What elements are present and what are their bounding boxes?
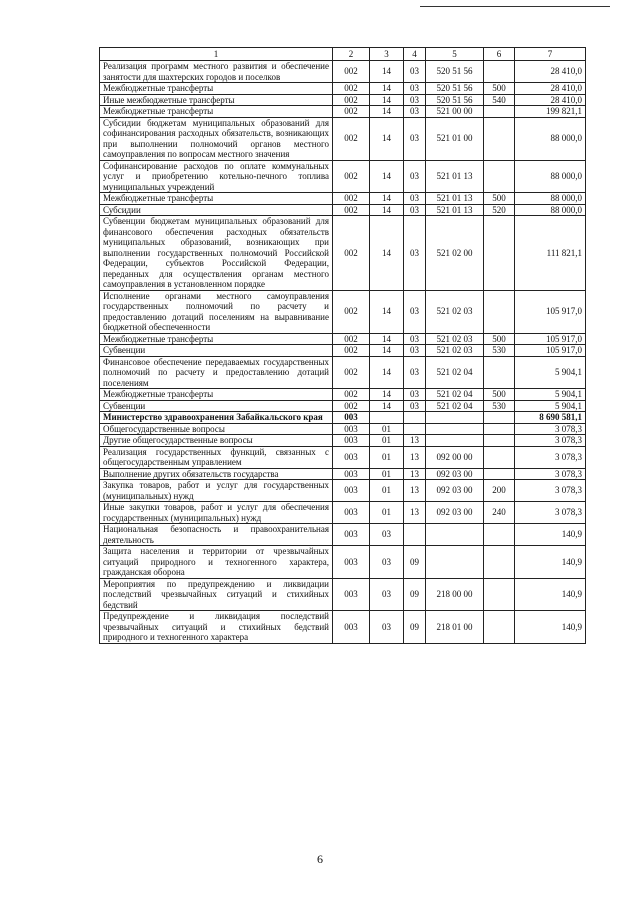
table-row bbox=[100, 546, 586, 579]
row-expense-type bbox=[484, 524, 515, 546]
row-expense-type bbox=[484, 546, 515, 579]
row-amount: 28 410,0 bbox=[515, 61, 586, 83]
row-ministry-code: 002 bbox=[333, 193, 370, 205]
row-amount: 5 904,1 bbox=[515, 389, 586, 401]
row-expense-type: 240 bbox=[484, 502, 515, 524]
row-target-code bbox=[426, 546, 484, 579]
row-expense-type bbox=[484, 446, 515, 468]
row-section-code: 03 bbox=[370, 611, 404, 644]
row-amount: 3 078,3 bbox=[515, 468, 586, 480]
row-expense-type bbox=[484, 290, 515, 333]
row-ministry-code: 002 bbox=[333, 356, 370, 389]
row-section-code: 14 bbox=[370, 83, 404, 95]
row-target-code bbox=[426, 524, 484, 546]
row-subsection-code: 09 bbox=[404, 611, 426, 644]
row-ministry-code: 002 bbox=[333, 94, 370, 106]
row-ministry-code: 002 bbox=[333, 389, 370, 401]
table-row bbox=[100, 117, 586, 160]
row-expense-type: 530 bbox=[484, 400, 515, 412]
table-row bbox=[100, 94, 586, 106]
row-expense-type: 500 bbox=[484, 333, 515, 345]
row-expense-type: 520 bbox=[484, 204, 515, 216]
row-expense-type bbox=[484, 160, 515, 193]
table-row bbox=[100, 204, 586, 216]
row-amount: 5 904,1 bbox=[515, 356, 586, 389]
row-expense-type bbox=[484, 412, 515, 424]
row-name: Субвенции bbox=[100, 345, 333, 357]
row-target-code: 092 03 00 bbox=[426, 502, 484, 524]
row-target-code: 521 01 13 bbox=[426, 160, 484, 193]
row-target-code: 521 01 13 bbox=[426, 193, 484, 205]
row-target-code: 521 02 00 bbox=[426, 216, 484, 291]
header-cell: 4 bbox=[404, 48, 426, 61]
row-section-code: 14 bbox=[370, 389, 404, 401]
row-expense-type bbox=[484, 61, 515, 83]
table-row bbox=[100, 502, 586, 524]
row-name: Защита населения и территории от чрезвычайных ситуаций природного и техногенного характера, гражданская оборона bbox=[100, 546, 333, 579]
row-ministry-code: 002 bbox=[333, 83, 370, 95]
row-subsection-code: 03 bbox=[404, 356, 426, 389]
row-target-code bbox=[426, 423, 484, 435]
row-subsection-code: 03 bbox=[404, 333, 426, 345]
row-amount: 105 917,0 bbox=[515, 290, 586, 333]
row-ministry-code: 003 bbox=[333, 468, 370, 480]
row-section-code: 14 bbox=[370, 356, 404, 389]
row-ministry-code: 002 bbox=[333, 160, 370, 193]
row-expense-type: 530 bbox=[484, 345, 515, 357]
row-section-code: 03 bbox=[370, 578, 404, 611]
header-cell: 1 bbox=[100, 48, 333, 61]
row-expense-type bbox=[484, 216, 515, 291]
row-section-code: 01 bbox=[370, 502, 404, 524]
row-ministry-code: 002 bbox=[333, 216, 370, 291]
row-amount: 199 821,1 bbox=[515, 106, 586, 118]
row-name: Общегосударственные вопросы bbox=[100, 423, 333, 435]
row-amount: 28 410,0 bbox=[515, 94, 586, 106]
row-subsection-code: 13 bbox=[404, 502, 426, 524]
table-row bbox=[100, 412, 586, 424]
row-target-code: 521 02 04 bbox=[426, 400, 484, 412]
row-subsection-code: 13 bbox=[404, 446, 426, 468]
row-name: Субвенции bbox=[100, 400, 333, 412]
table-row bbox=[100, 480, 586, 502]
row-amount: 105 917,0 bbox=[515, 345, 586, 357]
row-target-code: 521 02 03 bbox=[426, 345, 484, 357]
row-amount: 140,9 bbox=[515, 578, 586, 611]
row-section-code: 14 bbox=[370, 61, 404, 83]
row-amount: 140,9 bbox=[515, 546, 586, 579]
table-row bbox=[100, 446, 586, 468]
row-subsection-code bbox=[404, 524, 426, 546]
top-rule bbox=[420, 6, 610, 7]
row-name: Закупка товаров, работ и услуг для государственных (муниципальных) нужд bbox=[100, 480, 333, 502]
table-row bbox=[100, 193, 586, 205]
table-row bbox=[100, 468, 586, 480]
row-target-code: 521 02 03 bbox=[426, 333, 484, 345]
row-target-code: 521 02 03 bbox=[426, 290, 484, 333]
table-row bbox=[100, 160, 586, 193]
row-name: Софинансирование расходов по оплате коммунальных услуг и приобретению котельно-печного топлива муниципальных учреждений bbox=[100, 160, 333, 193]
row-expense-type: 500 bbox=[484, 193, 515, 205]
row-target-code: 521 02 04 bbox=[426, 389, 484, 401]
row-expense-type: 500 bbox=[484, 389, 515, 401]
row-target-code: 092 03 00 bbox=[426, 480, 484, 502]
header-cell: 7 bbox=[515, 48, 586, 61]
row-subsection-code: 13 bbox=[404, 468, 426, 480]
row-subsection-code bbox=[404, 412, 426, 424]
row-subsection-code: 03 bbox=[404, 193, 426, 205]
row-target-code: 521 00 00 bbox=[426, 106, 484, 118]
table-row bbox=[100, 435, 586, 447]
row-amount: 105 917,0 bbox=[515, 333, 586, 345]
row-name: Другие общегосударственные вопросы bbox=[100, 435, 333, 447]
row-expense-type bbox=[484, 117, 515, 160]
row-amount: 3 078,3 bbox=[515, 446, 586, 468]
row-target-code: 521 01 00 bbox=[426, 117, 484, 160]
row-ministry-code: 003 bbox=[333, 446, 370, 468]
row-expense-type bbox=[484, 578, 515, 611]
table-row bbox=[100, 83, 586, 95]
row-section-code: 14 bbox=[370, 333, 404, 345]
row-amount: 88 000,0 bbox=[515, 193, 586, 205]
row-subsection-code bbox=[404, 423, 426, 435]
row-ministry-code: 003 bbox=[333, 611, 370, 644]
row-section-code: 01 bbox=[370, 446, 404, 468]
row-ministry-code: 003 bbox=[333, 480, 370, 502]
row-amount: 140,9 bbox=[515, 611, 586, 644]
row-section-code: 14 bbox=[370, 204, 404, 216]
row-target-code: 218 01 00 bbox=[426, 611, 484, 644]
row-amount: 5 904,1 bbox=[515, 400, 586, 412]
row-amount: 28 410,0 bbox=[515, 83, 586, 95]
row-target-code: 092 03 00 bbox=[426, 468, 484, 480]
row-expense-type: 540 bbox=[484, 94, 515, 106]
header-row bbox=[100, 48, 586, 61]
table-row bbox=[100, 333, 586, 345]
row-amount: 111 821,1 bbox=[515, 216, 586, 291]
row-name: Межбюджетные трансферты bbox=[100, 106, 333, 118]
row-amount: 3 078,3 bbox=[515, 502, 586, 524]
row-target-code bbox=[426, 435, 484, 447]
row-name: Выполнение других обязательств государства bbox=[100, 468, 333, 480]
row-name: Исполнение органами местного самоуправления государственных полномочий по расчету и предоставлению дотаций поселениям на выравнивание бюджетной обеспеченности bbox=[100, 290, 333, 333]
row-target-code: 092 00 00 bbox=[426, 446, 484, 468]
row-section-code: 14 bbox=[370, 193, 404, 205]
row-ministry-code: 002 bbox=[333, 117, 370, 160]
row-subsection-code: 03 bbox=[404, 216, 426, 291]
row-subsection-code: 03 bbox=[404, 389, 426, 401]
row-ministry-code: 003 bbox=[333, 423, 370, 435]
row-subsection-code: 03 bbox=[404, 160, 426, 193]
row-amount: 140,9 bbox=[515, 524, 586, 546]
row-amount: 88 000,0 bbox=[515, 117, 586, 160]
row-expense-type bbox=[484, 423, 515, 435]
row-section-code: 14 bbox=[370, 94, 404, 106]
row-section-code: 01 bbox=[370, 423, 404, 435]
row-subsection-code: 03 bbox=[404, 204, 426, 216]
row-ministry-code: 003 bbox=[333, 524, 370, 546]
row-target-code: 520 51 56 bbox=[426, 94, 484, 106]
row-name: Межбюджетные трансферты bbox=[100, 333, 333, 345]
row-amount: 3 078,3 bbox=[515, 435, 586, 447]
table-row bbox=[100, 356, 586, 389]
row-name: Национальная безопасность и правоохранительная деятельность bbox=[100, 524, 333, 546]
row-expense-type bbox=[484, 435, 515, 447]
header-cell: 6 bbox=[484, 48, 515, 61]
row-name: Финансовое обеспечение передаваемых государственных полномочий по расчету и предоставлению дотаций поселениям bbox=[100, 356, 333, 389]
row-ministry-code: 002 bbox=[333, 61, 370, 83]
row-name: Межбюджетные трансферты bbox=[100, 83, 333, 95]
row-name: Иные закупки товаров, работ и услуг для обеспечения государственных (муниципальных) нужд bbox=[100, 502, 333, 524]
row-amount: 8 690 581,1 bbox=[515, 412, 586, 424]
table-row bbox=[100, 611, 586, 644]
row-section-code: 03 bbox=[370, 524, 404, 546]
row-section-code: 03 bbox=[370, 546, 404, 579]
row-ministry-code: 003 bbox=[333, 435, 370, 447]
row-target-code: 521 02 04 bbox=[426, 356, 484, 389]
table-row bbox=[100, 578, 586, 611]
row-name: Межбюджетные трансферты bbox=[100, 389, 333, 401]
table-row bbox=[100, 524, 586, 546]
row-section-code bbox=[370, 412, 404, 424]
row-ministry-code: 002 bbox=[333, 345, 370, 357]
row-name: Реализация государственных функций, связанных с общегосударственным управлением bbox=[100, 446, 333, 468]
row-subsection-code: 09 bbox=[404, 578, 426, 611]
row-subsection-code: 03 bbox=[404, 94, 426, 106]
table-row bbox=[100, 423, 586, 435]
row-section-code: 14 bbox=[370, 400, 404, 412]
row-expense-type bbox=[484, 611, 515, 644]
row-ministry-code: 003 bbox=[333, 502, 370, 524]
row-section-code: 01 bbox=[370, 468, 404, 480]
row-amount: 88 000,0 bbox=[515, 204, 586, 216]
row-target-code: 521 01 13 bbox=[426, 204, 484, 216]
row-expense-type bbox=[484, 106, 515, 118]
row-name: Мероприятия по предупреждению и ликвидации последствий чрезвычайных ситуаций и стихийных бедствий bbox=[100, 578, 333, 611]
row-ministry-code: 003 bbox=[333, 578, 370, 611]
row-subsection-code: 03 bbox=[404, 400, 426, 412]
row-section-code: 14 bbox=[370, 160, 404, 193]
row-subsection-code: 03 bbox=[404, 61, 426, 83]
page-number: 6 bbox=[317, 852, 323, 866]
row-ministry-code: 002 bbox=[333, 106, 370, 118]
header-cell: 5 bbox=[426, 48, 484, 61]
row-subsection-code: 03 bbox=[404, 83, 426, 95]
row-section-code: 14 bbox=[370, 290, 404, 333]
row-section-code: 01 bbox=[370, 480, 404, 502]
row-ministry-code: 002 bbox=[333, 290, 370, 333]
row-amount: 3 078,3 bbox=[515, 480, 586, 502]
table-row bbox=[100, 61, 586, 83]
table-row bbox=[100, 345, 586, 357]
row-section-code: 14 bbox=[370, 216, 404, 291]
row-name: Субсидии бюджетам муниципальных образований для софинансирования расходных обязательств, возникающих при выполнении полномочий органов местного самоуправления по вопросам местного значения bbox=[100, 117, 333, 160]
row-target-code: 218 00 00 bbox=[426, 578, 484, 611]
row-expense-type bbox=[484, 356, 515, 389]
row-name: Субвенции бюджетам муниципальных образований для финансового обеспечения расходных обязательств муниципальных образований, возникающих при выполнении государственных полномочий Российской Федерации, субъектов Российской Федерации, переданных для осуществления органам местного самоуправления в установленном порядке bbox=[100, 216, 333, 291]
row-ministry-code: 003 bbox=[333, 546, 370, 579]
row-subsection-code: 03 bbox=[404, 106, 426, 118]
row-expense-type bbox=[484, 468, 515, 480]
row-name: Иные межбюджетные трансферты bbox=[100, 94, 333, 106]
row-target-code: 520 51 56 bbox=[426, 61, 484, 83]
row-name: Предупреждение и ликвидация последствий чрезвычайных ситуаций и стихийных бедствий природного и техногенного характера bbox=[100, 611, 333, 644]
row-section-code: 14 bbox=[370, 106, 404, 118]
header-cell: 3 bbox=[370, 48, 404, 61]
row-subsection-code: 03 bbox=[404, 345, 426, 357]
row-name: Министерство здравоохранения Забайкальского края bbox=[100, 412, 333, 424]
row-name: Субсидии bbox=[100, 204, 333, 216]
row-name: Реализация программ местного развития и обеспечение занятости для шахтерских городов и поселков bbox=[100, 61, 333, 83]
row-expense-type: 200 bbox=[484, 480, 515, 502]
row-section-code: 01 bbox=[370, 435, 404, 447]
row-target-code: 520 51 56 bbox=[426, 83, 484, 95]
row-target-code bbox=[426, 412, 484, 424]
table-row bbox=[100, 216, 586, 291]
row-subsection-code: 09 bbox=[404, 546, 426, 579]
row-subsection-code: 13 bbox=[404, 480, 426, 502]
table-row bbox=[100, 400, 586, 412]
row-subsection-code: 13 bbox=[404, 435, 426, 447]
table-row bbox=[100, 389, 586, 401]
row-name: Межбюджетные трансферты bbox=[100, 193, 333, 205]
row-amount: 88 000,0 bbox=[515, 160, 586, 193]
table-row bbox=[100, 290, 586, 333]
row-ministry-code: 002 bbox=[333, 400, 370, 412]
table-row bbox=[100, 106, 586, 118]
row-amount: 3 078,3 bbox=[515, 423, 586, 435]
row-expense-type: 500 bbox=[484, 83, 515, 95]
row-section-code: 14 bbox=[370, 345, 404, 357]
row-subsection-code: 03 bbox=[404, 290, 426, 333]
budget-table bbox=[99, 47, 586, 644]
header-cell: 2 bbox=[333, 48, 370, 61]
row-ministry-code: 002 bbox=[333, 204, 370, 216]
row-ministry-code: 003 bbox=[333, 412, 370, 424]
row-subsection-code: 03 bbox=[404, 117, 426, 160]
row-section-code: 14 bbox=[370, 117, 404, 160]
row-ministry-code: 002 bbox=[333, 333, 370, 345]
